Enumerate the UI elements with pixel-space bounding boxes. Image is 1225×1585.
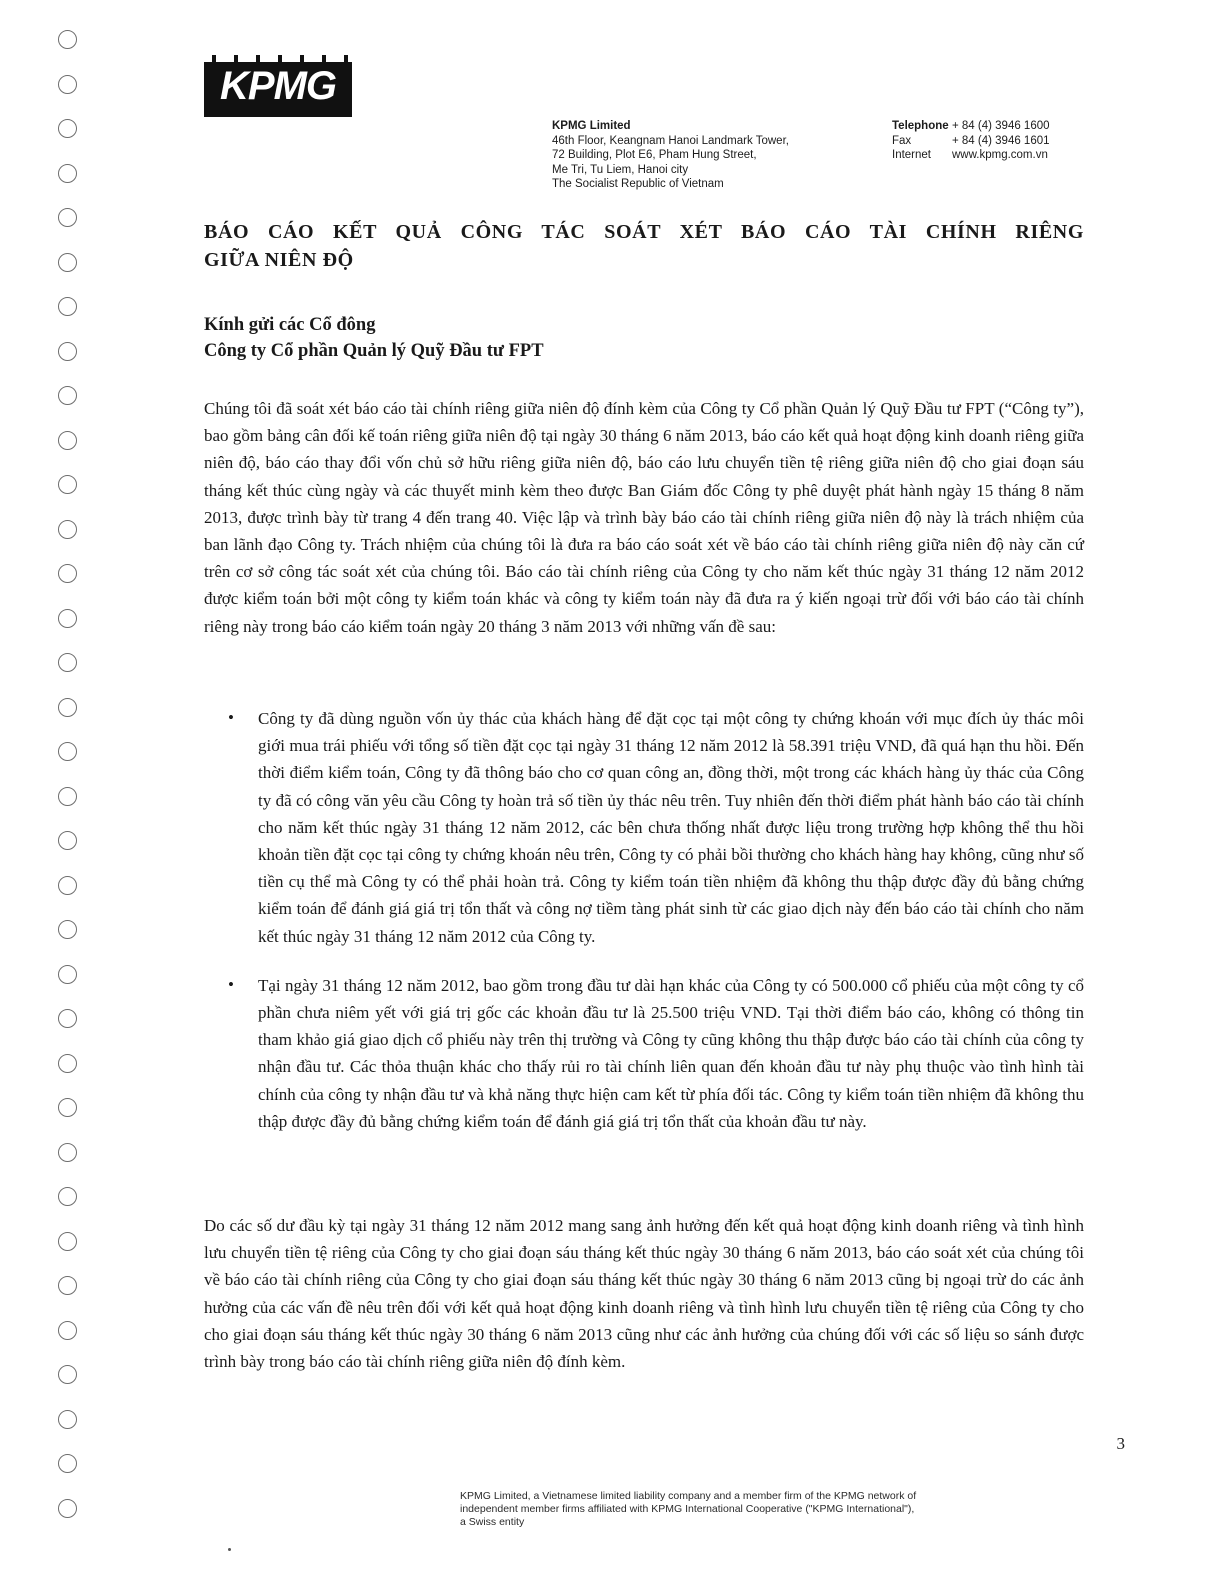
page-title-line-2: GIỮA NIÊN ĐỘ [204,249,354,271]
punch-hole [58,1321,77,1340]
footer-legal-note: KPMG Limited, a Vietnamese limited liability company and a member firm of the KPMG network of independent member firms affiliated with KPMG International Cooperative ("KPMG International"), a Swiss entity [460,1490,917,1528]
punch-hole [58,431,77,450]
firm-address-line-5: The Socialist Republic of Vietnam [552,178,724,190]
punch-hole [58,342,77,361]
contact-row-internet [892,148,1050,163]
document-page [100,0,1225,1585]
punch-hole [58,564,77,583]
punch-hole [58,609,77,628]
binder-punch-holes [0,0,100,1585]
punch-hole [58,1454,77,1473]
punch-hole [58,1232,77,1251]
telephone-value: + 84 (4) 3946 1600 [952,120,1050,132]
letterhead [204,55,1124,195]
kpmg-logo [204,55,352,117]
firm-address-line-2: 46th Floor, Keangnam Hanoi Landmark Tower, [552,134,789,147]
punch-hole [58,653,77,672]
punch-hole [58,520,77,539]
addressee-block [204,312,1084,364]
punch-hole [58,208,77,227]
contact-row-fax [892,134,1050,149]
punch-hole [58,119,77,138]
punch-hole [58,1187,77,1206]
internet-label: Internet [892,149,931,161]
intro-paragraph: Chúng tôi đã soát xét báo cáo tài chính riêng giữa niên độ đính kèm của Công ty Cổ phần Quản lý Quỹ Đầu tư FPT (“Công ty”), bao gồm bảng cân đối kế toán riêng giữa niên độ tại ngày 30 tháng 6 năm 2013, báo cáo kết quả hoạt động kinh doanh riêng giữa niên độ, báo cáo thay đổi vốn chủ sở hữu riêng giữa niên độ, báo cáo lưu chuyển tiền tệ riêng giữa niên độ cho giai đoạn sáu tháng kết thúc cùng ngày và các thuyết minh kèm theo được Ban Giám đốc Công ty phê duyệt phát hành ngày 15 tháng 8 năm 2013, được trình bày từ trang 4 đến trang 40. Việc lập và trình bày báo cáo tài chính riêng giữa niên độ này là trách nhiệm của ban lãnh đạo Công ty. Trách nhiệm của chúng tôi là đưa ra báo cáo soát xét về báo cáo tài chính riêng giữa niên độ này căn cứ trên cơ sở công tác soát xét của chúng tôi. Báo cáo tài chính riêng của Công ty cho năm kết thúc ngày 31 tháng 12 năm 2012 được kiểm toán bởi một công ty kiểm toán khác và công ty kiểm toán này đã đưa ra ý kiến ngoại trừ đối với báo cáo tài chính riêng này trong báo cáo kiểm toán ngày 20 tháng 3 năm 2013 với những vấn đề sau: [204,399,1084,636]
footer-dot-mark [228,1548,231,1551]
firm-address-line-3: 72 Building, Plot E6, Pham Hung Street, [552,149,757,161]
punch-hole [58,1009,77,1028]
contact-row-telephone [892,119,1050,134]
closing-paragraph: Do các số dư đầu kỳ tại ngày 31 tháng 12 năm 2012 mang sang ảnh hưởng đến kết quả hoạt động kinh doanh riêng và tình hình lưu chuyển tiền tệ riêng của Công ty cho giai đoạn sáu tháng kết thúc ngày 30 tháng 6 năm 2013, báo cáo soát xét của chúng tôi về báo cáo tài chính riêng của Công ty cho giai đoạn sáu tháng kết thúc ngày 30 tháng 6 năm 2013 cũng bị ngoại trừ do các ảnh hưởng của các vấn đề nêu trên đối với kết quả hoạt động kinh doanh riêng và tình hình lưu chuyển tiền tệ riêng của Công ty cho cho giai đoạn sáu tháng kết thúc ngày 30 tháng 6 năm 2013 cũng như các ảnh hưởng của chúng đối với các số liệu so sánh được trình bày trong báo cáo tài chính riêng giữa niên độ đính kèm. [204,1216,1084,1372]
telephone-label: Telephone [892,120,949,132]
punch-hole [58,1098,77,1117]
addressee-line-1: Kính gửi các Cổ đông [204,315,376,335]
punch-hole [58,920,77,939]
punch-hole [58,965,77,984]
list-item: • Tại ngày 31 tháng 12 năm 2012, bao gồm trong đầu tư dài hạn khác của Công ty có 500.000 cổ phiếu của một công ty cổ phần chưa niêm yết với giá trị gốc các khoản đầu tư là 25.500 triệu VND. Tại thời điểm báo cáo, không có thông tin tham khảo giá giao dịch cổ phiếu này trên thị trường và Công ty cũng không thu thập được báo cáo tài chính của công ty nhận đầu tư. Các thỏa thuận khác cho thấy rủi ro tài chính liên quan đến khoản đầu tư này phụ thuộc vào tình hình tài chính của công ty nhận đầu tư và khả năng thực hiện cam kết từ phía đối tác. Công ty kiểm toán tiền nhiệm đã không thu thập được đầy đủ bằng chứng kiểm toán để đánh giá giá trị tổn thất của khoản đầu tư này. [204,972,1084,1135]
punch-hole [58,386,77,405]
punch-hole [58,297,77,316]
firm-name: KPMG Limited [552,120,631,132]
firm-address [552,119,789,192]
fax-label: Fax [892,134,912,147]
punch-hole [58,1054,77,1073]
addressee-line-2: Công ty Cổ phần Quản lý Quỹ Đầu tư FPT [204,341,544,361]
contact-details [892,119,1050,163]
punch-hole [58,1365,77,1384]
qualification-list [204,705,1084,1157]
punch-hole [58,742,77,761]
punch-hole [58,876,77,895]
punch-hole [58,475,77,494]
punch-hole [58,30,77,49]
punch-hole [58,1499,77,1518]
page-title-line-1: BÁO CÁO KẾT QUẢ CÔNG TÁC SOÁT XÉT BÁO CÁO TÀI CHÍNH RIÊNG [204,221,1084,243]
punch-hole [58,698,77,717]
page-title [204,218,1084,274]
punch-hole [58,1276,77,1295]
punch-hole [58,1410,77,1429]
punch-hole [58,164,77,183]
punch-hole [58,831,77,850]
list-item: • Công ty đã dùng nguồn vốn ủy thác của khách hàng để đặt cọc tại một công ty chứng khoán với mục đích ủy thác môi giới mua trái phiếu với tổng số tiền đặt cọc tại ngày 31 tháng 12 năm 2012 là 58.391 triệu VND, đã quá hạn thu hồi. Đến thời điểm kiểm toán, Công ty đã thông báo cho cơ quan công an, đồng thời, một trong các khách hàng ủy thác của Công ty đã có công văn yêu cầu Công ty hoàn trả số tiền ủy thác nêu trên. Tuy nhiên đến thời điểm phát hành báo cáo tài chính cho năm kết thúc ngày 31 tháng 12 năm 2012, các bên chưa thống nhất được liệu trong trường hợp không thể thu hồi khoản tiền đặt cọc tại công ty chứng khoán nêu trên, Công ty có phải bồi thường cho khách hàng hay không, cũng như số tiền cụ thể mà Công ty có thể phải hoàn trả. Công ty kiểm toán tiền nhiệm đã không thu thập được đầy đủ bằng chứng kiểm toán để đánh giá giá trị tổn thất và công nợ tiềm tàng phát sinh từ các giao dịch này đến báo cáo tài chính cho năm kết thúc ngày 31 tháng 12 năm 2012 của Công ty. [204,705,1084,950]
punch-hole [58,787,77,806]
internet-value[interactable]: www.kpmg.com.vn [952,149,1048,161]
firm-address-line-4: Me Tri, Tu Liem, Hanoi city [552,163,689,176]
page-number: 3 [1116,1434,1125,1453]
kpmg-logo-text: KPMG [220,64,336,108]
punch-hole [58,75,77,94]
fax-value: + 84 (4) 3946 1601 [952,134,1050,147]
punch-hole [58,1143,77,1162]
punch-hole [58,253,77,272]
